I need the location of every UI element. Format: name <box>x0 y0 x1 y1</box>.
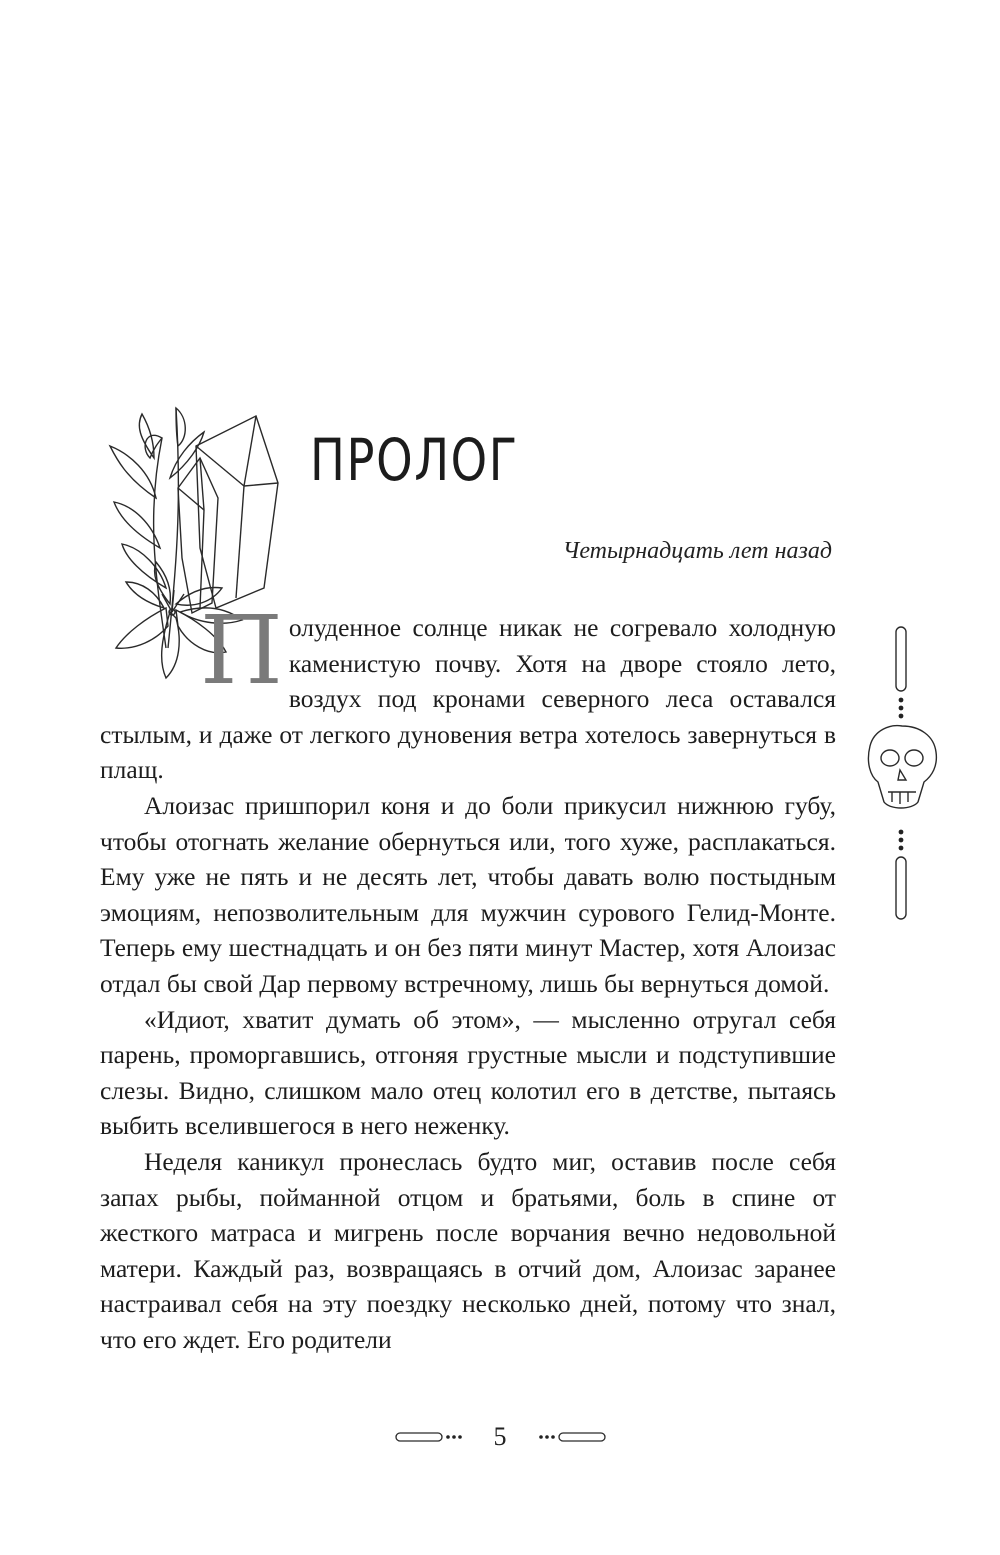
paragraph: «Идиот, хватит думать об этом», — мысленно отругал себя парень, проморгавшись, отгоняя грустные мысли и подступившие слезы. Видно, слишком мало отец колотил его в детстве, пытаясь выбить вселившегося в него неженку. <box>100 1004 836 1141</box>
paragraph: Алоизас пришпорил коня и до боли прикусил нижнюю губу, чтобы отогнать желание обернуться или, того хуже, расплакаться. Ему уже не пять и не десять лет, чтобы давать волю постыдным эмоциям, непозволительным для мужчин сурового Гелид-Монте. Теперь ему шестнадцать и он без пяти минут Мастер, хотя Алоизас отдал бы свой Дар первому встречному, лишь бы вернуться домой. <box>100 790 836 998</box>
first-paragraph-text: олуденное солнце никак не согревало холодную каменистую почву. Хотя на дворе стояло лето, воздух под кронами северного леса оставался стылым, и даже от легкого дуновения ветра хотелось завернуться в плащ. <box>100 613 836 785</box>
skull-bones-ornament <box>860 626 942 924</box>
drop-cap: П <box>200 596 283 706</box>
paragraph: Неделя каникул пронеслась будто миг, оставив после себя запах рыбы, пойманной отцом и братьями, боль в спине от жесткого матраса и мигрень после ворчания вечно недовольной матери. Каждый раз, возвращаясь в отчий дом, Алоизас заранее настраивал себя на эту поездку несколько дней, потому что знал, что его ждет. Его родители <box>100 1146 836 1354</box>
bone-ornament-right <box>535 1430 607 1444</box>
page-number: 5 <box>493 1422 507 1451</box>
first-paragraph <box>100 596 836 788</box>
page-footer <box>0 1422 1000 1452</box>
chapter-title: ПРОЛОГ <box>310 426 519 494</box>
chapter-text <box>100 596 836 1357</box>
bone-ornament-left <box>394 1430 466 1444</box>
epigraph: Четырнадцать лет назад <box>562 538 832 564</box>
